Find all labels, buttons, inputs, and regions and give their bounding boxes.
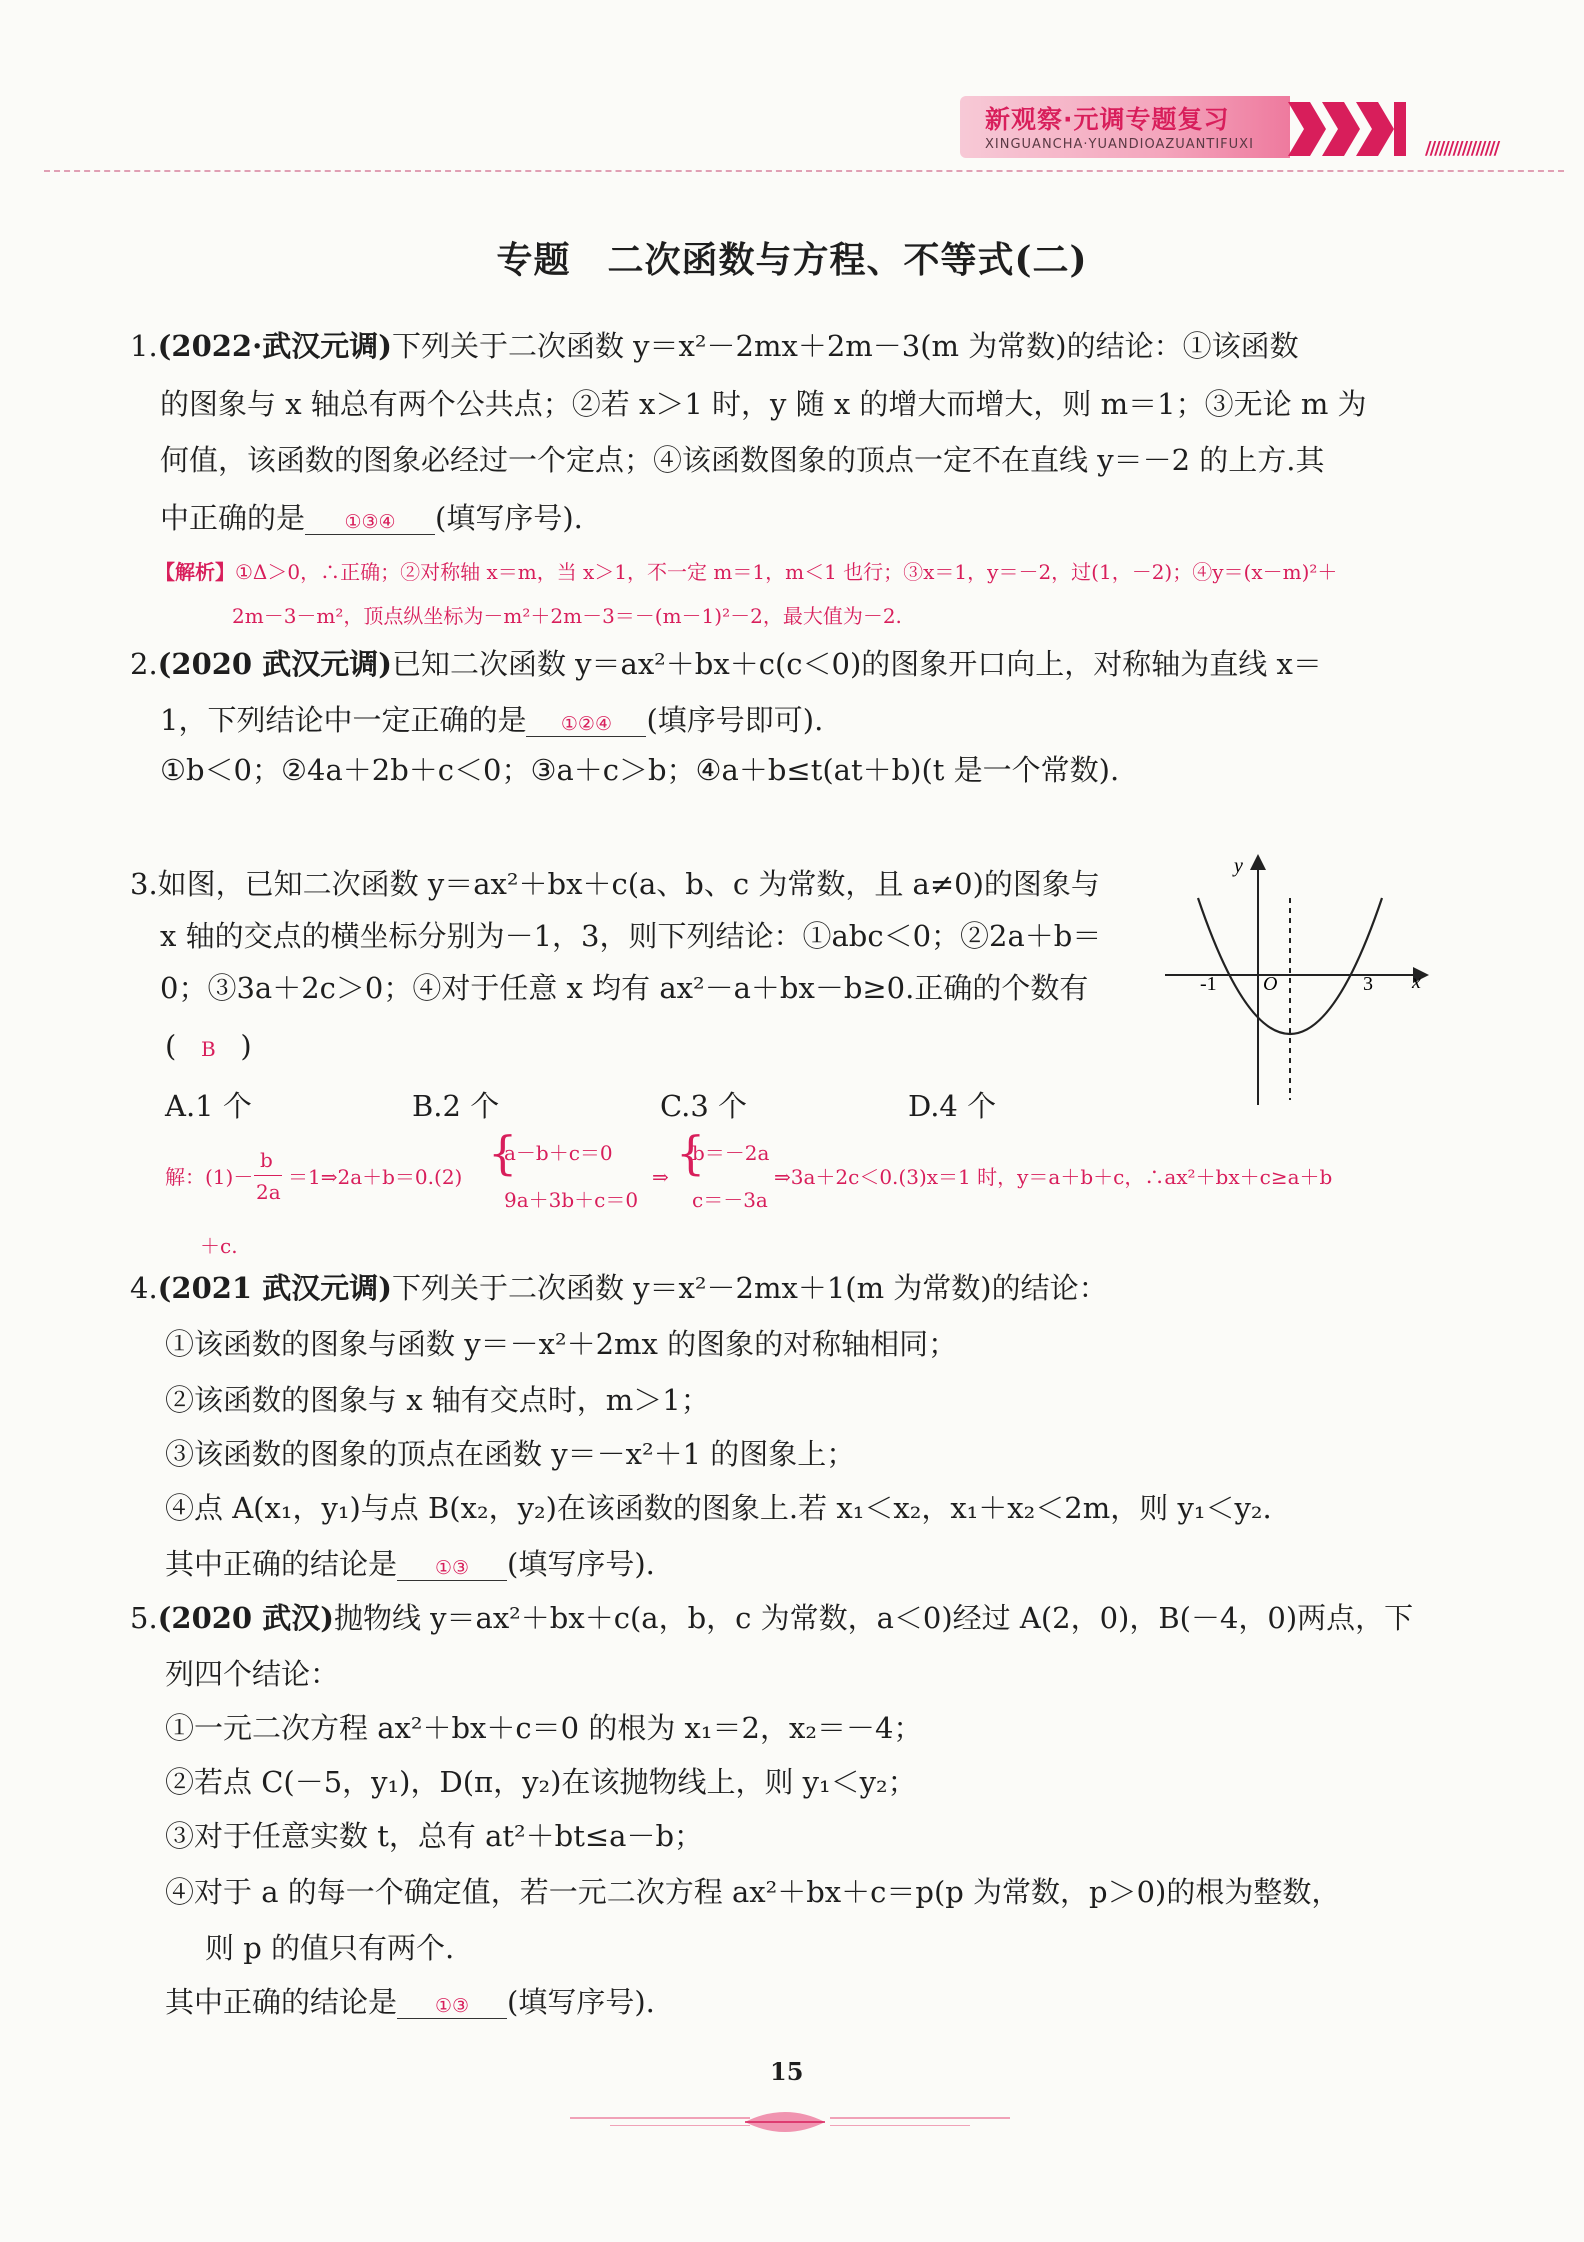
page-title: 专题 二次函数与方程、不等式(二) [496,239,1088,281]
chevron-arrows-icon [1288,98,1448,160]
q5-line2: 列四个结论： [165,1657,340,1691]
q5-item4: ④对于 a 的每一个确定值，若一元二次方程 ax²＋bx＋c＝p(p 为常数，p＞0)的根为整数， [165,1875,1341,1909]
q2-text-1: 已知二次函数 y＝ax²＋bx＋c(c＜0)的图象开口向上，对称轴为直线 x＝ [391,647,1322,681]
q5-answer-line [165,1985,655,2019]
q2-line2 [160,703,824,737]
header-title: 新观察·元调专题复习 [985,105,1230,134]
q4-item1: ①该函数的图象与函数 y＝－x²＋2mx 的图象的对称轴相同； [165,1327,958,1361]
q2-prompt-tail: (填序号即可). [646,703,824,737]
q5-text-1: 抛物线 y＝ax²＋bx＋c(a，b，c 为常数，a＜0)经过 A(2，0)，B(－4，0)两点，下 [333,1601,1414,1635]
q3-option-d: D.4 个 [908,1089,997,1123]
q3-system-brace-1: { [488,1126,518,1180]
footer-rule-left [570,2117,750,2119]
origin-label: O [1263,973,1278,995]
q4-answer-blank: ①③ [397,1559,507,1581]
q4-prompt-tail: (填写序号). [507,1547,655,1581]
q3-system2-bottom: c＝－3a [692,1188,768,1212]
header-pinyin: XINGUANCHA·YUANDIOAZUANTIFUXI [985,137,1254,152]
q3-system1-top: a－b＋c＝0 [504,1141,613,1165]
q5-item2: ②若点 C(－5，y₁)，D(π，y₂)在该抛物线上，则 y₁＜y₂； [165,1765,917,1799]
header-divider [44,170,1564,172]
q4-number: 4. [130,1271,158,1305]
q3-line1: 3.如图，已知二次函数 y＝ax²＋bx＋c(a、b、c 为常数，且 a≠0)的图象与 [130,867,1100,901]
q4-line1 [130,1271,1108,1305]
q5-item3: ③对于任意实数 t，总有 at²＋bt≤a－b； [165,1819,704,1853]
q1-line4 [160,501,583,535]
q5-source: (2020 武汉) [157,1601,334,1635]
q3-option-b: B.2 个 [412,1089,500,1123]
footer-rule-left-thin [610,2125,750,2126]
header-tick-marks: //////////////// [1425,138,1499,159]
q3-solution-frac-den: 2a [256,1180,281,1204]
q5-number: 5. [130,1601,158,1635]
x-axis-label: x [1412,971,1421,993]
q5-item1: ①一元二次方程 ax²＋bx＋c＝0 的根为 x₁＝2，x₂＝－4； [165,1711,923,1745]
q5-prompt: 其中正确的结论是 [165,1985,398,2019]
q4-prompt: 其中正确的结论是 [165,1547,398,1581]
q1-prompt-tail: (填写序号). [435,501,583,535]
q1-explanation-text1: ①Δ＞0，∴正确；②对称轴 x＝m，当 x＞1，不一定 m＝1，m＜1 也行；③x＝1，y＝－2，过(1，－2)；④y＝(x－m)²＋ [235,560,1338,584]
footer-rule-right-thin [830,2125,970,2126]
q3-line2: x 轴的交点的横坐标分别为－1，3，则下列结论：①abc＜0；②2a＋b＝ [160,919,1102,953]
pos-root-label: 3 [1363,973,1373,995]
parabola-graph [1160,850,1430,1110]
q2-statements: ①b＜0；②4a＋2b＋c＜0；③a＋c＞b；④a＋b≤t(at＋b)(t 是一个常数). [160,753,1120,787]
q4-text-1: 下列关于二次函数 y＝x²－2mx＋1(m 为常数)的结论： [391,1271,1108,1305]
q3-answer: B [200,1037,216,1061]
q2-line1 [130,647,1322,681]
q3-solution-frac-num: b [260,1148,273,1172]
footer-ornament-icon [740,2108,830,2136]
q5-prompt-tail: (填写序号). [507,1985,655,2019]
q3-paren-right: ) [240,1029,252,1063]
q3-option-c: C.3 个 [660,1089,748,1123]
q3-line3: 0；③3a＋2c＞0；④对于任意 x 均有 ax²－a＋bx－b≥0.正确的个数有 [160,971,1089,1005]
q3-solution-part2: ＝1⇒2a＋b＝0.(2) [288,1165,463,1189]
q1-text-1: 下列关于二次函数 y＝x²－2mx＋2m－3(m 为常数)的结论：①该函数 [391,329,1299,363]
q5-answer-blank: ①③ [397,1997,507,2019]
q4-source: (2021 武汉元调) [157,1271,392,1305]
q3-system1-bottom: 9a＋3b＋c＝0 [504,1188,639,1212]
q1-line1 [130,329,1299,363]
q4-item2: ②该函数的图象与 x 轴有交点时，m＞1； [165,1383,710,1417]
q3-solution-frac-bar [254,1175,282,1176]
q1-explanation-line2: 2m－3－m²，顶点纵坐标为－m²＋2m－3＝－(m－1)²－2，最大值为－2. [232,604,902,628]
q3-solution-part1: 解：(1)－ [165,1165,254,1189]
q1-line3: 何值，该函数的图象必经过一个定点；④该函数图象的顶点一定不在直线 y＝－2 的上方.其 [160,443,1325,477]
page-number: 15 [770,2057,804,2086]
q1-number: 1. [130,329,158,363]
q3-system2-top: b＝－2a [692,1141,770,1165]
q3-solution-arrow: ⇒ [652,1165,669,1189]
q4-item4: ④点 A(x₁，y₁)与点 B(x₂，y₂)在该函数的图象上.若 x₁＜x₂，x₁＋x₂＜2m，则 y₁＜y₂. [165,1491,1272,1525]
footer-rule-right [830,2117,1010,2119]
q1-explanation-line1 [155,562,1337,582]
q1-source: (2022·武汉元调) [157,329,392,363]
q2-source: (2020 武汉元调) [157,647,392,681]
q1-answer-blank: ①③④ [305,513,435,535]
q3-answer-paren [165,1029,252,1063]
y-axis-label: y [1234,855,1243,877]
q3-solution-part4: ＋c. [200,1234,238,1258]
q3-option-a: A.1 个 [165,1089,252,1123]
q1-explanation-tag: 【解析】 [155,560,235,584]
q5-line1 [130,1601,1414,1635]
q5-item4-cont: 则 p 的值只有两个. [205,1931,455,1965]
neg-root-label: -1 [1200,973,1217,995]
q3-paren-left: ( [165,1029,177,1063]
q4-item3: ③该函数的图象的顶点在函数 y＝－x²＋1 的图象上； [165,1437,856,1471]
q3-system-brace-2: { [676,1126,706,1180]
q2-prompt: 1，下列结论中一定正确的是 [160,703,527,737]
q3-solution-part3: ⇒3a＋2c＜0.(3)x＝1 时，y＝a＋b＋c，∴ax²＋bx＋c≥a＋b [774,1165,1333,1189]
q1-prompt: 中正确的是 [160,501,306,535]
q2-number: 2. [130,647,158,681]
q2-answer-blank: ①②④ [526,715,646,737]
q1-line2: 的图象与 x 轴总有两个公共点；②若 x＞1 时，y 随 x 的增大而增大，则 m＝1；③无论 m 为 [160,387,1367,421]
q4-answer-line [165,1547,655,1581]
